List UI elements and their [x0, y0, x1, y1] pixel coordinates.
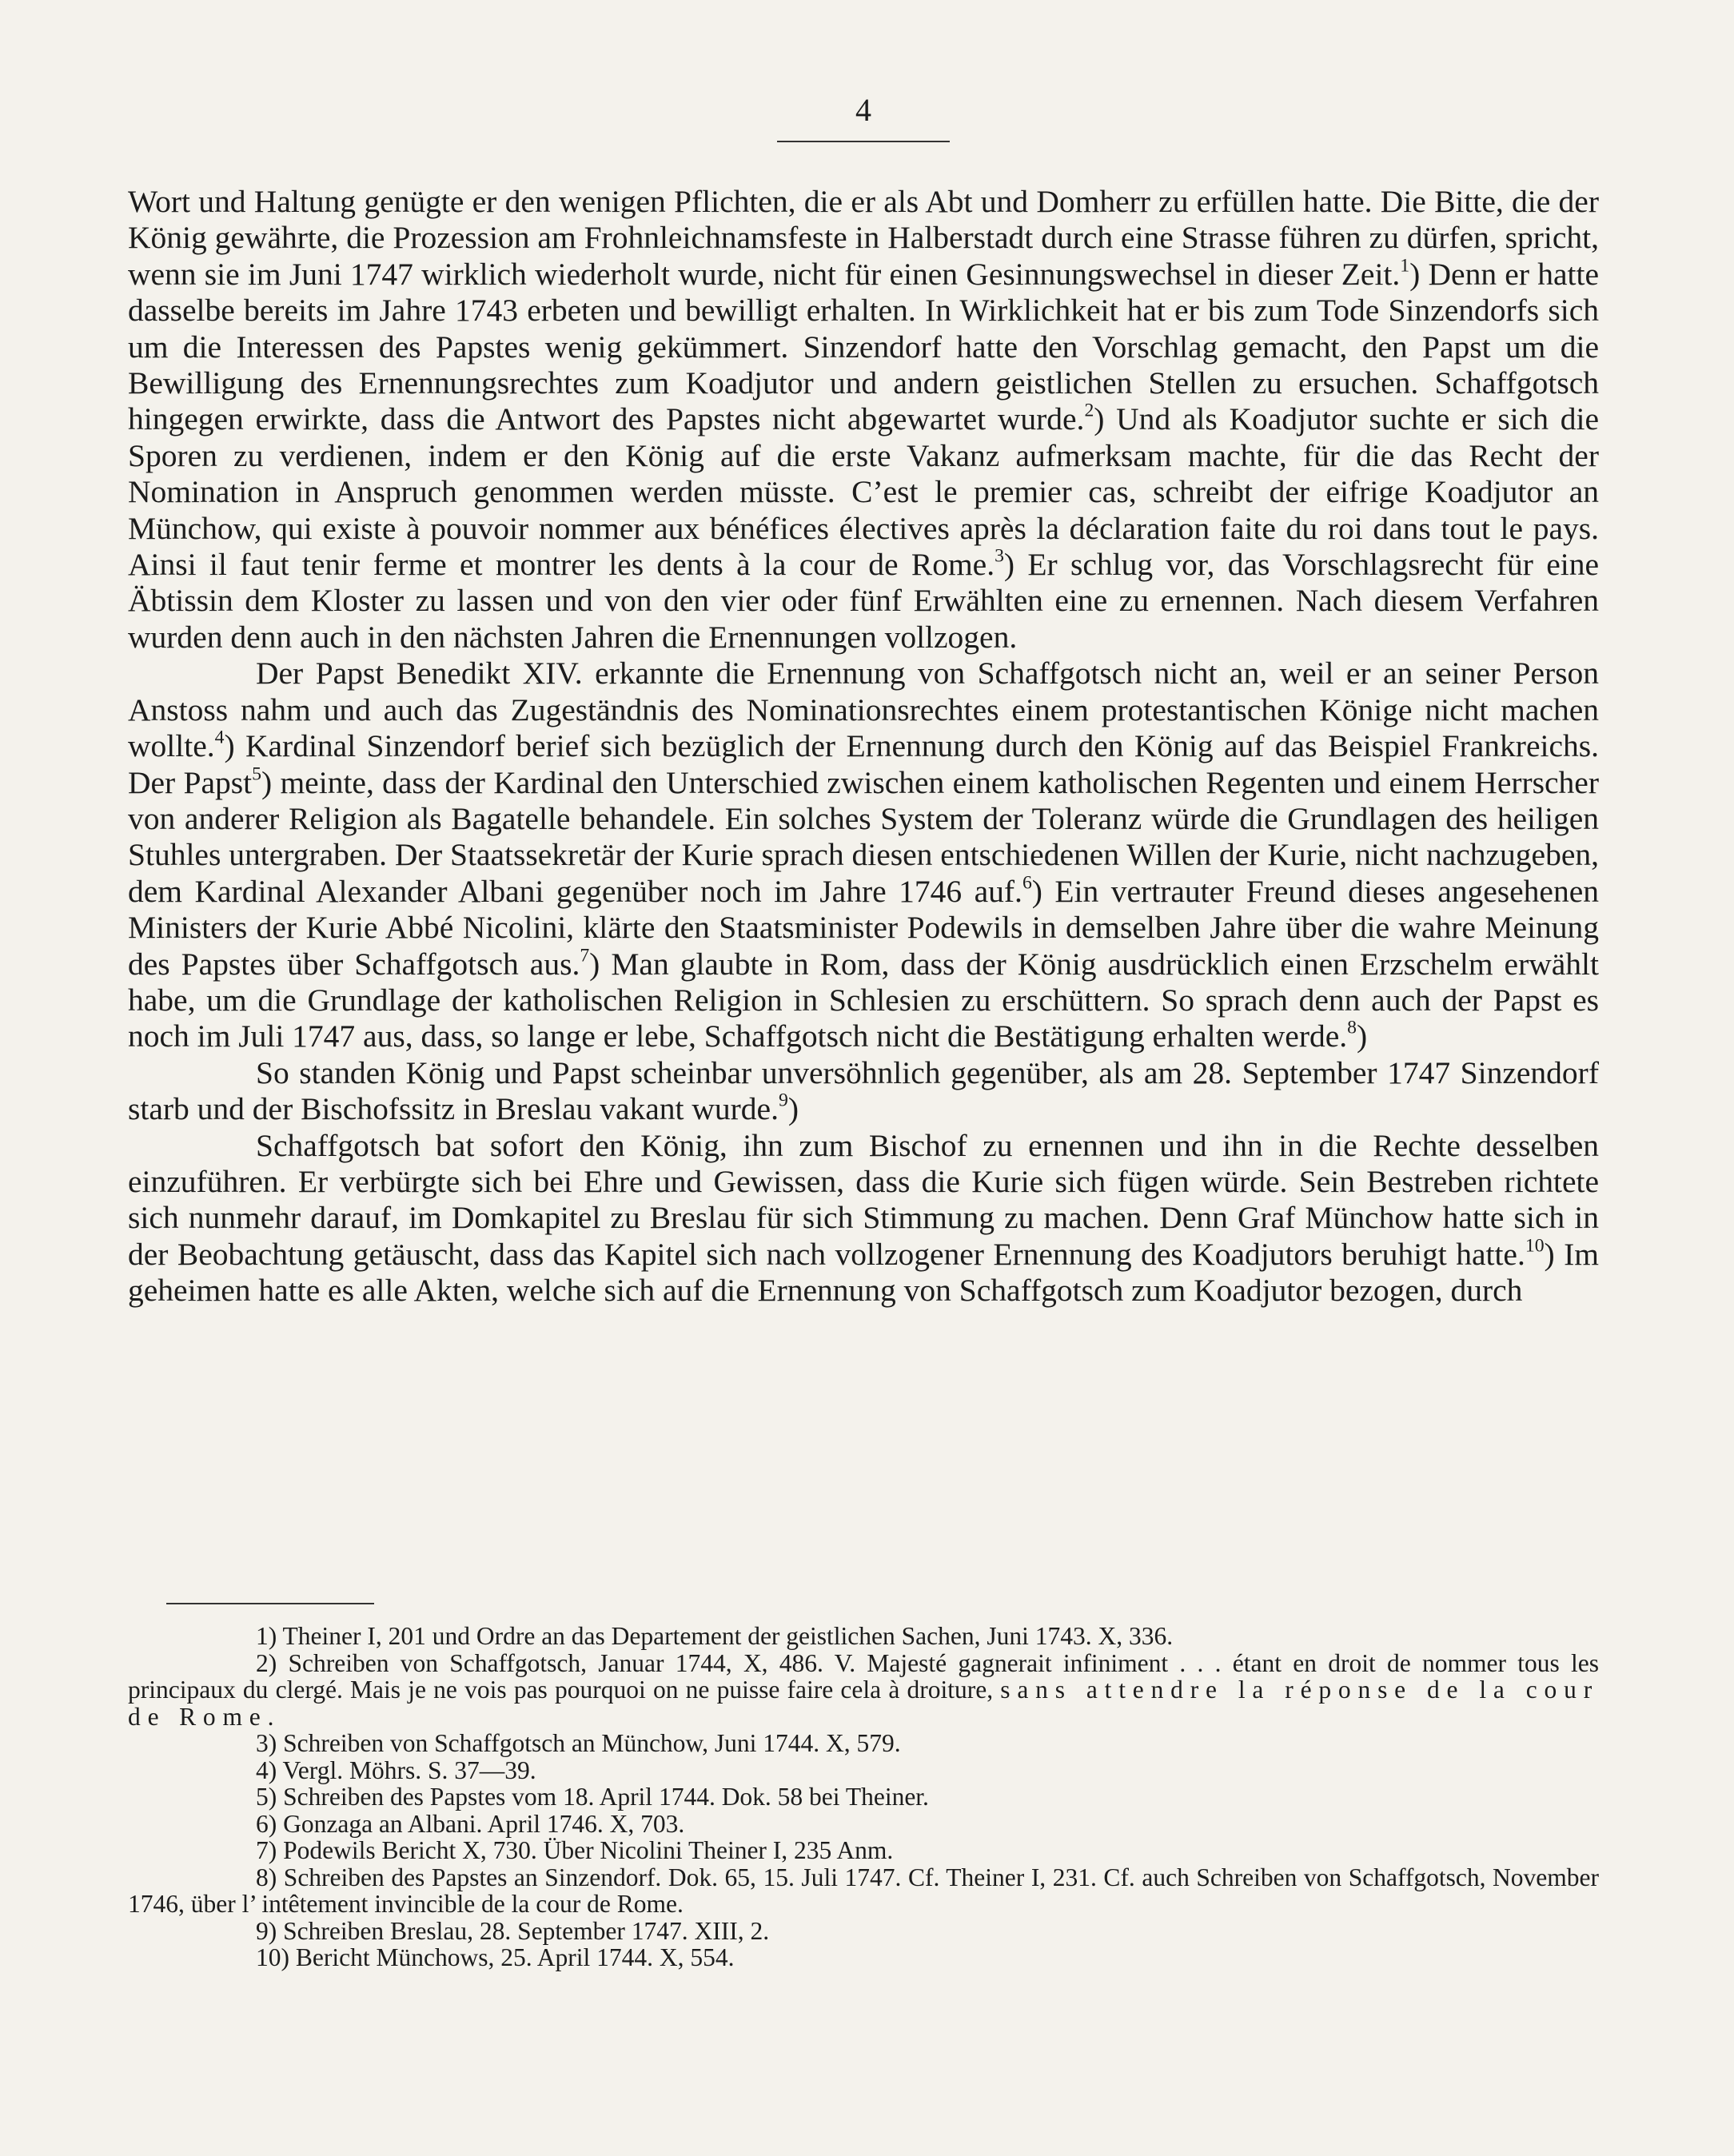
footnote: [128, 1837, 1599, 1864]
text-run: Schaffgotsch bat sofort den König, ihn zum Bischof zu ernennen und ihn in die Rechte desselben einzuführen. Er verbürgte sich bei Ehre und Gewissen, dass die Kurie sich fügen würde. Sein Bestreben richtete sich nunmehr darauf, im Domkapitel zu Breslau für sich Stimmung zu machen. Denn Graf Münchow hatte sich in der Beobachtung getäuscht, dass das Kapitel sich nach vollzogener Ernennung des Koadjutors beruhigt hatte.: [128, 1127, 1599, 1272]
text-run: 2) Schreiben von Schaffgotsch, Januar 1744, X, 486. V. Majesté gagnerait infiniment . . . étant en droit de nommer tous les principaux du clergé. Mais je ne vois pas pourquoi on ne puisse faire cela à droiture,: [128, 1648, 1599, 1704]
main-text: [128, 184, 1599, 1309]
text-run: ) Im geheimen hatte es alle Akten, welche sich auf die Ernennung von Schaffgotsch zum Koadjutor bezogen, durch: [128, 1236, 1599, 1309]
footnote-rule: [166, 1603, 374, 1604]
paragraph: [128, 184, 1599, 656]
footnote: [128, 1757, 1599, 1784]
text-run: ): [787, 1091, 799, 1127]
text-run: ) meinte, dass der Kardinal den Unterschied zwischen einem katholischen Regenten und einem Herrscher von anderer Religion als Bagatelle behandele. Ein solches System der Toleranz würde die Grundlagen des heiligen Stuhles untergraben. Der Staatssekretär der Kurie sprach diesen entschiedenen Willen der Kurie, nicht nachzugeben, dem Kardinal Alexander Albani gegenüber noch im Jahre 1746 auf.: [128, 764, 1599, 909]
text-run: ) Denn er hatte dasselbe bereits im Jahre 1743 erbeten und bewilligt erhalten. In Wirklichkeit hat er bis zum Tode Sinzendorfs sich um die Interessen des Papstes wenig gekümmert. Sinzendorf hatte den Vorschlag gemacht, den Papst um die Bewilligung des Ernennungsrechtes zum Koadjutor und andern geistlichen Stellen zu ersuchen. Schaffgotsch hingegen erwirkte, dass die Antwort des Papstes nicht abgewartet wurde.: [128, 256, 1599, 437]
footnote: [128, 1730, 1599, 1757]
footnote: [128, 1944, 1599, 1971]
header-rule: [777, 141, 950, 142]
text-run: 4) Vergl. Möhrs. S. 37—39.: [256, 1755, 536, 1784]
text-run: ) Ein vertrauter Freund dieses angesehenen Ministers der Kurie Abbé Nicolini, klärte den Staatsminister Podewils in demselben Jahre über die wahre Meinung des Papstes über Schaffgotsch aus.: [128, 873, 1599, 982]
text-run: 3) Schreiben von Schaffgotsch an Münchow, Juni 1744. X, 579.: [256, 1729, 901, 1757]
text-run: So standen König und Papst scheinbar unversöhnlich gegenüber, als am 28. September 1747 Sinzendorf starb und der Bischofssitz in Breslau vakant wurde.: [128, 1054, 1599, 1127]
text-run: ) Er schlug vor, das Vorschlagsrecht für eine Äbtissin dem Kloster zu lassen und von den vier oder fünf Erwählten eine zu ernennen. Nach diesem Verfahren wurden denn auch in den nächsten Jahren die Ernennungen vollzogen.: [128, 547, 1599, 655]
text-run: 5) Schreiben des Papstes vom 18. April 1744. Dok. 58 bei Theiner.: [256, 1783, 929, 1811]
text-run: 10) Bericht Münchows, 25. April 1744. X, 554.: [256, 1943, 735, 1971]
footnote-ref: 3: [995, 545, 1004, 567]
footnotes: [128, 1623, 1599, 1971]
footnote-ref: 10: [1525, 1235, 1545, 1257]
paragraph: [128, 1055, 1599, 1128]
footnote: [128, 1811, 1599, 1838]
text-run: 7) Podewils Bericht X, 730. Über Nicolini Theiner I, 235 Anm.: [256, 1836, 894, 1864]
paragraph: [128, 656, 1599, 1054]
footnote-ref: 6: [1022, 872, 1032, 894]
text-run: 8) Schreiben des Papstes an Sinzendorf. Dok. 65, 15. Juli 1747. Cf. Theiner I, 231. Cf. auch Schreiben von Schaffgotsch, November 1746, über l’ intêtement invincible de la cour de Rome.: [128, 1863, 1599, 1918]
text-run: Wort und Haltung genügte er den wenigen Pflichten, die er als Abt und Domherr zu erfüllen hatte. Die Bitte, die der König gewährte, die Prozession am Frohnleichnamsfeste in Halberstadt durch eine Strasse führen zu dürfen, spricht, wenn sie im Juni 1747 wirklich wiederholt wurde, nicht für einen Gesinnungswechsel in dieser Zeit.: [128, 184, 1599, 292]
text-run: ) Und als Koadjutor suchte er sich die Sporen zu verdienen, indem er den König auf die erste Vakanz aufmerksam machte, für die das Recht der Nomination in Anspruch genommen werden müsste. C’est le premier cas, schreibt der eifrige Koadjutor an Münchow, qui existe à pouvoir nommer aux bénéfices électives après la déclaration faite du roi dans tout le pays. Ainsi il faut tenir ferme et montrer les dents à la cour de Rome.: [128, 401, 1599, 583]
text-run: sans attendre la réponse de la cour de Rome.: [128, 1676, 1600, 1731]
footnote-ref: 8: [1347, 1017, 1357, 1038]
footnote: [128, 1623, 1599, 1650]
paragraph: [128, 1128, 1599, 1309]
text-run: ): [1356, 1018, 1368, 1054]
text-run: 6) Gonzaga an Albani. April 1746. X, 703.: [256, 1809, 685, 1838]
footnote-ref: 5: [252, 763, 261, 784]
footnote-ref: 4: [214, 727, 225, 748]
text-run: ) Man glaubte in Rom, dass der König ausdrücklich einen Erzschelm erwählt habe, um die Grundlage der katholischen Religion in Schlesien zu erschüttern. So sprach denn auch der Papst es noch im Juli 1747 aus, dass, so lange er lebe, Schaffgotsch nicht die Bestätigung erhalten werde.: [128, 946, 1599, 1054]
text-run: 9) Schreiben Breslau, 28. September 1747. XIII, 2.: [256, 1916, 770, 1945]
footnote-ref: 1: [1400, 255, 1410, 277]
footnote: [128, 1918, 1599, 1945]
text-run: 1) Theiner I, 201 und Ordre an das Departement der geistlichen Sachen, Juni 1743. X, 336.: [256, 1622, 1174, 1650]
text-run: Der Papst Benedikt XIV. erkannte die Ernennung von Schaffgotsch nicht an, weil er an seiner Person Anstoss nahm und auch das Zugeständnis des Nominationsrechtes einem protestantischen Könige nicht machen wollte.: [128, 656, 1599, 764]
page-number: 4: [855, 92, 871, 128]
footnote-ref: 9: [778, 1090, 788, 1111]
footnote: [128, 1783, 1599, 1811]
footnote-ref: 7: [580, 944, 590, 966]
footnote: [128, 1864, 1599, 1918]
footnote: [128, 1650, 1599, 1731]
footnote-ref: 2: [1084, 400, 1094, 421]
text-run: ) Kardinal Sinzendorf berief sich bezüglich der Ernennung durch den König auf das Beispiel Frankreichs. Der Papst: [128, 728, 1599, 800]
